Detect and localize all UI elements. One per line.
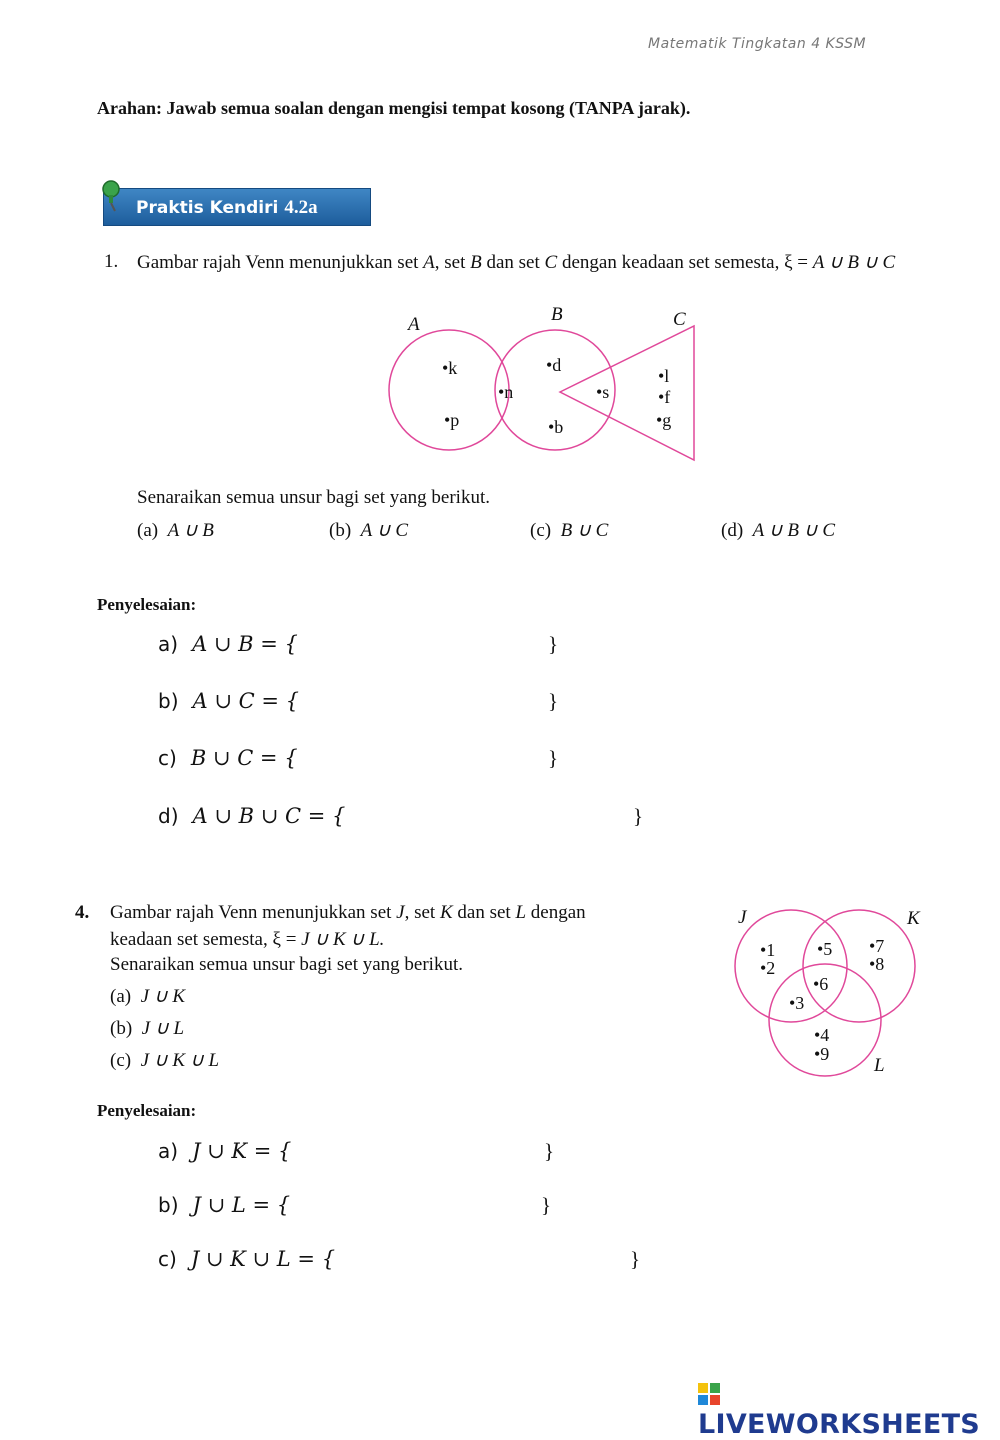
q4-option-b: (b) J ∪ L bbox=[110, 1018, 185, 1039]
venn-label-l: L bbox=[874, 1055, 885, 1076]
venn-element: •k bbox=[442, 358, 458, 378]
badge-number: 4.2a bbox=[284, 197, 318, 218]
answer-row-4a: a) J ∪ K = { bbox=[158, 1139, 292, 1163]
q4-option-c: (c) J ∪ K ∪ L bbox=[110, 1050, 220, 1071]
venn-set-c-triangle bbox=[560, 326, 694, 460]
venn-element: •b bbox=[548, 417, 564, 437]
question-1-text: Gambar rajah Venn menunjukkan set A, set B dan set C dengan keadaan set semesta, ξ = A ∪ B ∪ C bbox=[137, 252, 896, 273]
venn-element: •8 bbox=[869, 954, 885, 974]
answer-input-j-union-l[interactable] bbox=[292, 1194, 536, 1222]
venn-element: •6 bbox=[813, 974, 829, 994]
answer-row-b: b) A ∪ C = { bbox=[158, 689, 299, 713]
solution-4-heading: Penyelesaian: bbox=[97, 1101, 197, 1120]
question-1-number: 1. bbox=[104, 251, 119, 272]
closing-brace: } bbox=[633, 804, 644, 828]
q4-option-a: (a) J ∪ K bbox=[110, 986, 186, 1007]
venn-element: •1 bbox=[760, 940, 776, 960]
liveworksheets-logo bbox=[698, 1378, 1000, 1440]
venn-element: •f bbox=[658, 387, 671, 407]
venn-element: •3 bbox=[789, 993, 805, 1013]
praktis-kendiri-badge bbox=[103, 188, 371, 226]
venn-label-k: K bbox=[907, 908, 920, 929]
question-4-prompt: Senaraikan semua unsur bagi set yang berikut. bbox=[110, 954, 463, 975]
venn-label-j: J bbox=[738, 907, 747, 928]
venn-element: •5 bbox=[817, 939, 833, 959]
closing-brace: } bbox=[548, 746, 559, 770]
closing-brace: } bbox=[541, 1193, 552, 1217]
venn-element: •7 bbox=[869, 936, 885, 956]
venn-diagram-jkl bbox=[728, 900, 928, 1085]
venn-set-a-circle bbox=[389, 330, 509, 450]
liveworksheets-mark-icon bbox=[698, 1383, 720, 1405]
option-c: (c) B ∪ C bbox=[530, 520, 609, 541]
answer-input-j-union-k-union-l[interactable] bbox=[338, 1248, 624, 1276]
instruction-text: Arahan: Jawab semua soalan dengan mengisi tempat kosong (TANPA jarak). bbox=[97, 98, 691, 118]
option-a: (a) A ∪ B bbox=[137, 520, 214, 541]
closing-brace: } bbox=[544, 1139, 555, 1163]
question-1-prompt: Senaraikan semua unsur bagi set yang berikut. bbox=[137, 487, 490, 508]
pushpin-icon bbox=[98, 179, 128, 213]
answer-row-a: a) A ∪ B = { bbox=[158, 632, 298, 656]
venn-element: •p bbox=[444, 410, 460, 430]
logo-text: LIVEWORKSHEETS bbox=[698, 1409, 981, 1440]
venn-element: •4 bbox=[814, 1025, 830, 1045]
question-4-line-1: Gambar rajah Venn menunjukkan set J, set K dan set L dengan bbox=[110, 902, 586, 923]
answer-input-b-union-c[interactable] bbox=[300, 747, 544, 775]
option-b: (b) A ∪ C bbox=[329, 520, 408, 541]
answer-input-a-union-b[interactable] bbox=[300, 633, 544, 661]
answer-row-d: d) A ∪ B ∪ C = { bbox=[158, 804, 346, 828]
venn-element: •2 bbox=[760, 958, 776, 978]
closing-brace: } bbox=[548, 689, 559, 713]
venn-label-c: C bbox=[673, 309, 686, 330]
answer-input-a-union-c[interactable] bbox=[300, 690, 544, 718]
venn-label-a: A bbox=[408, 314, 420, 335]
venn-element: •d bbox=[546, 355, 562, 375]
venn-element: •9 bbox=[814, 1044, 830, 1064]
badge-label: Praktis Kendiri bbox=[136, 198, 279, 218]
venn-element: •s bbox=[596, 382, 610, 402]
solution-1-heading: Penyelesaian: bbox=[97, 595, 197, 614]
answer-input-a-union-b-union-c[interactable] bbox=[345, 805, 629, 833]
answer-input-j-union-k[interactable] bbox=[296, 1140, 540, 1168]
answer-row-4b: b) J ∪ L = { bbox=[158, 1193, 291, 1217]
answer-row-4c: c) J ∪ K ∪ L = { bbox=[158, 1247, 336, 1271]
page-header-note: Matematik Tingkatan 4 KSSM bbox=[648, 36, 867, 52]
option-d: (d) A ∪ B ∪ C bbox=[721, 520, 836, 541]
venn-element: •l bbox=[658, 366, 670, 386]
venn-label-b: B bbox=[551, 304, 563, 325]
question-4-number: 4. bbox=[75, 902, 90, 923]
question-4-line-2: keadaan set semesta, ξ = J ∪ K ∪ L. bbox=[110, 929, 385, 950]
closing-brace: } bbox=[548, 632, 559, 656]
venn-set-k-circle bbox=[803, 910, 915, 1022]
venn-diagram-abc bbox=[380, 300, 710, 475]
venn-element: •n bbox=[498, 382, 514, 402]
venn-element: •g bbox=[656, 410, 672, 430]
answer-row-c: c) B ∪ C = { bbox=[158, 746, 298, 770]
closing-brace: } bbox=[630, 1247, 641, 1271]
